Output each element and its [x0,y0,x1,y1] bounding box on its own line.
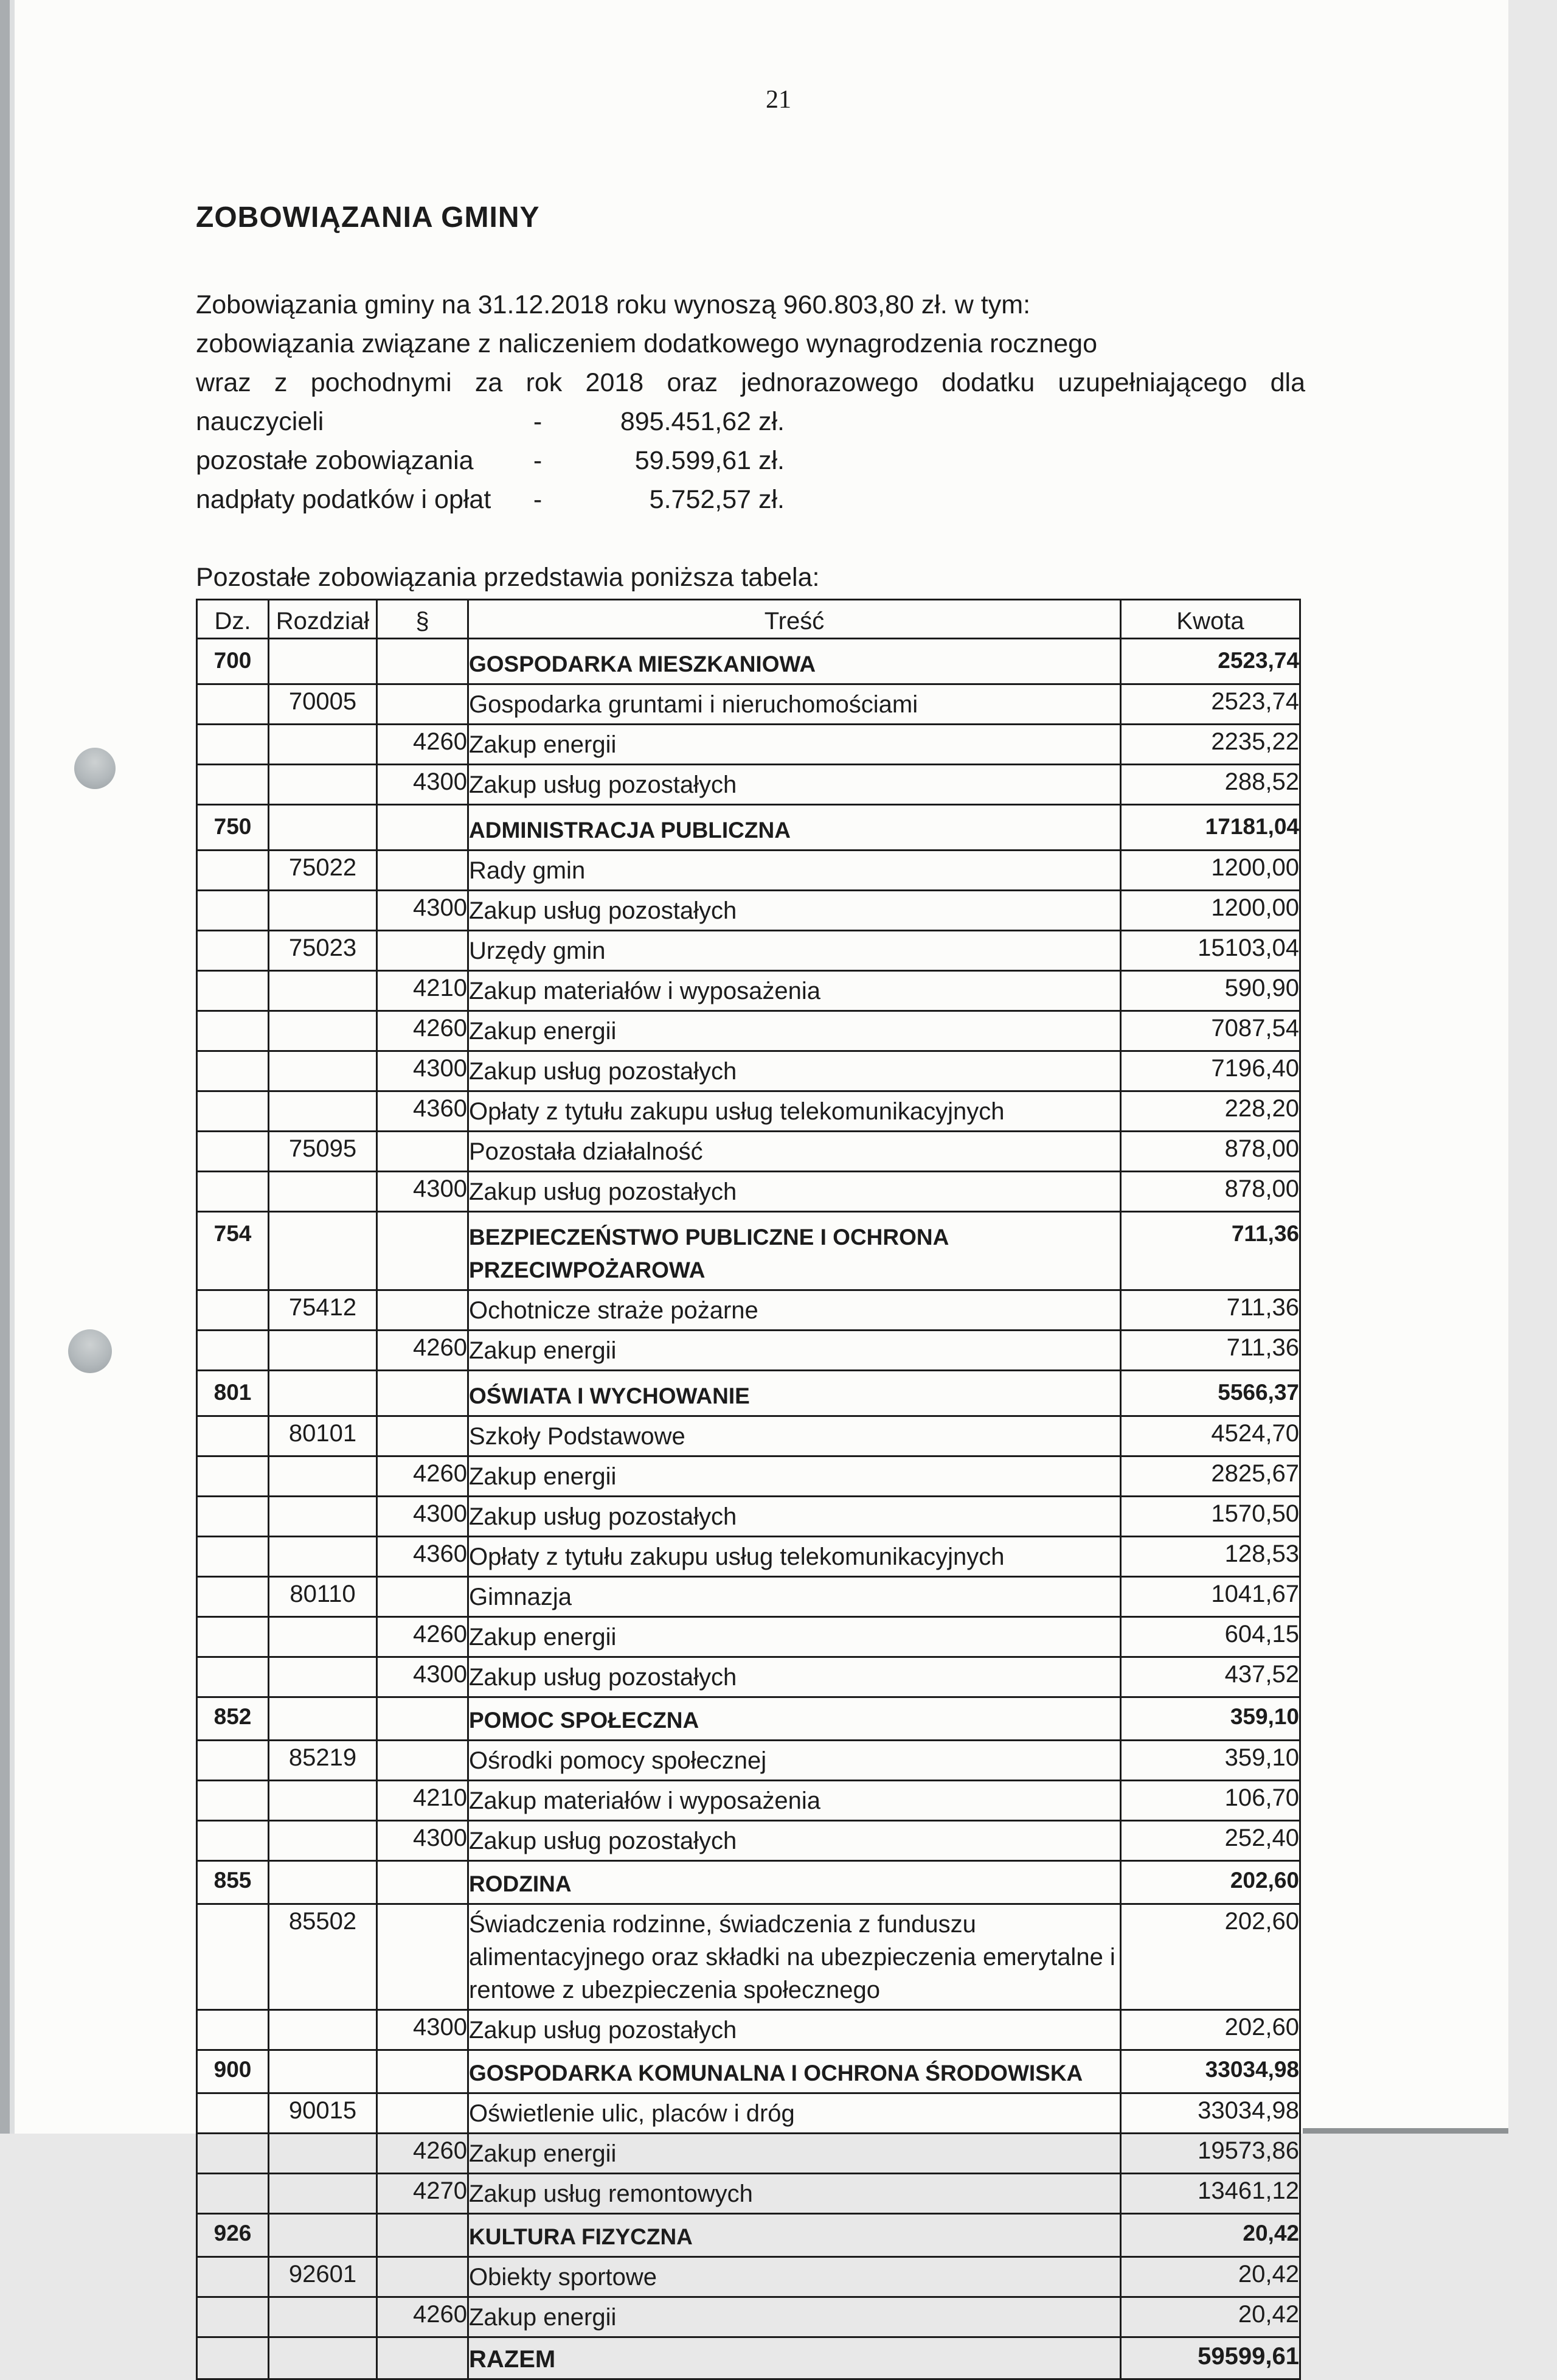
column-header-kwota: Kwota [1121,600,1300,639]
liability-item-label: nadpłaty podatków i opłat [196,485,491,514]
cell-kwota: 359,10 [1121,1697,1300,1741]
cell-dz [197,765,269,805]
cell-par: 4300 [377,1172,468,1212]
cell-kwota: 604,15 [1121,1617,1300,1657]
table-row [197,1290,1300,1331]
cell-kwota: 202,60 [1121,1904,1300,2010]
cell-tresc: BEZPIECZEŃSTWO PUBLICZNE I OCHRONA PRZECIWPOŻAROWA [468,1212,1121,1290]
cell-dz: 801 [197,1371,269,1416]
cell-kwota: 878,00 [1121,1172,1300,1212]
cell-kwota: 1041,67 [1121,1577,1300,1617]
cell-tresc: Zakup energii [468,725,1121,765]
table-row [197,1172,1300,1212]
cell-par: 4260 [377,2134,468,2174]
table-caption: Pozostałe zobowiązania przedstawia poniższa tabela: [196,563,820,592]
table-row [197,1904,1300,2010]
column-header-dz: Dz. [197,600,269,639]
document-title: ZOBOWIĄZANIA GMINY [196,201,540,234]
cell-kwota: 1200,00 [1121,851,1300,891]
cell-rozdzial: 92601 [269,2257,377,2297]
cell-rozdzial [269,1091,377,1132]
cell-tresc: Zakup energii [468,1456,1121,1497]
cell-rozdzial [269,1537,377,1577]
cell-kwota: 711,36 [1121,1331,1300,1371]
table-row [197,2257,1300,2297]
cell-par [377,1861,468,1904]
cell-par [377,931,468,971]
cell-rozdzial [269,2337,377,2379]
cell-tresc: Rady gmin [468,851,1121,891]
cell-rozdzial [269,1331,377,1371]
cell-par [377,639,468,684]
table-row [197,891,1300,931]
cell-rozdzial [269,891,377,931]
cell-dz [197,1132,269,1172]
table-header-row [197,600,1300,639]
cell-dz [197,891,269,931]
cell-rozdzial [269,725,377,765]
cell-par: 4300 [377,2010,468,2050]
cell-rozdzial: 75095 [269,1132,377,1172]
cell-dz: 700 [197,639,269,684]
cell-par [377,2214,468,2257]
table-body [197,639,1300,2379]
cell-par: 4300 [377,765,468,805]
cell-rozdzial: 75022 [269,851,377,891]
table-row [197,2134,1300,2174]
table-row [197,1781,1300,1821]
cell-par: 4260 [377,1011,468,1051]
cell-tresc: Zakup usług pozostałych [468,1172,1121,1212]
cell-dz: 852 [197,1697,269,1741]
cell-kwota: 5566,37 [1121,1371,1300,1416]
cell-dz [197,2297,269,2337]
cell-rozdzial [269,1861,377,1904]
cell-rozdzial: 90015 [269,2093,377,2134]
cell-dz [197,1011,269,1051]
cell-dz [197,1781,269,1821]
cell-kwota: 288,52 [1121,765,1300,805]
cell-kwota: 252,40 [1121,1821,1300,1861]
cell-rozdzial [269,1011,377,1051]
cell-dz [197,1416,269,1456]
cell-par: 4260 [377,1456,468,1497]
cell-tresc: Zakup usług pozostałych [468,1821,1121,1861]
cell-kwota: 4524,70 [1121,1416,1300,1456]
cell-par [377,805,468,851]
cell-kwota: 7196,40 [1121,1051,1300,1091]
liability-item-other [196,441,1305,480]
liability-item-amount: 895.451,62 zł. [620,407,785,436]
cell-dz [197,2337,269,2379]
cell-tresc: KULTURA FIZYCZNA [468,2214,1121,2257]
cell-dz [197,2010,269,2050]
table-row [197,1456,1300,1497]
table-section-row [197,639,1300,684]
liability-item-teachers [196,402,1305,441]
cell-dz [197,2093,269,2134]
cell-dz [197,1456,269,1497]
dash-separator: - [533,407,543,436]
cell-tresc: Zakup energii [468,1331,1121,1371]
cell-tresc: Zakup energii [468,1617,1121,1657]
table-row [197,1011,1300,1051]
cell-rozdzial [269,805,377,851]
cell-kwota: 2825,67 [1121,1456,1300,1497]
cell-tresc: Ochotnicze straże pożarne [468,1290,1121,1331]
cell-dz [197,1051,269,1091]
cell-par [377,1577,468,1617]
cell-dz [197,1904,269,2010]
cell-rozdzial [269,639,377,684]
cell-par: 4270 [377,2174,468,2214]
cell-rozdzial [269,1821,377,1861]
table-row [197,765,1300,805]
cell-tresc: Zakup usług remontowych [468,2174,1121,2214]
punch-hole-artifact [74,748,116,789]
cell-tresc: Zakup usług pozostałych [468,2010,1121,2050]
cell-tresc: Gospodarka gruntami i nieruchomościami [468,684,1121,725]
cell-par [377,2050,468,2093]
cell-kwota: 437,52 [1121,1657,1300,1697]
column-header-rozdzial: Rozdział [269,600,377,639]
table-row [197,2093,1300,2134]
cell-rozdzial [269,1172,377,1212]
cell-tresc: Zakup usług pozostałych [468,891,1121,931]
cell-rozdzial [269,1697,377,1741]
cell-dz [197,1172,269,1212]
cell-par: 4300 [377,891,468,931]
cell-kwota: 2523,74 [1121,684,1300,725]
table-row [197,1741,1300,1781]
cell-tresc: Zakup usług pozostałych [468,1497,1121,1537]
table-section-row [197,1697,1300,1741]
cell-tresc: Zakup energii [468,2297,1121,2337]
liabilities-table [196,599,1301,2380]
cell-dz [197,1577,269,1617]
table-row [197,1657,1300,1697]
table-row [197,1497,1300,1537]
cell-kwota: 7087,54 [1121,1011,1300,1051]
table-row [197,851,1300,891]
cell-tresc: Pozostała działalność [468,1132,1121,1172]
cell-kwota: 59599,61 [1121,2337,1300,2379]
cell-kwota: 228,20 [1121,1091,1300,1132]
table-row [197,684,1300,725]
cell-par [377,1416,468,1456]
cell-rozdzial [269,1497,377,1537]
cell-kwota: 2235,22 [1121,725,1300,765]
table-row [197,1537,1300,1577]
cell-par [377,1371,468,1416]
cell-tresc: Opłaty z tytułu zakupu usług telekomunikacyjnych [468,1537,1121,1577]
liability-item-overpayments [196,480,1305,519]
cell-par: 4210 [377,1781,468,1821]
cell-dz [197,684,269,725]
cell-rozdzial [269,2214,377,2257]
cell-rozdzial: 85502 [269,1904,377,2010]
table-row [197,1091,1300,1132]
cell-par: 4260 [377,725,468,765]
cell-dz [197,1537,269,1577]
cell-dz [197,931,269,971]
cell-rozdzial: 75023 [269,931,377,971]
scan-edge-strip-soft [10,0,15,2134]
table-row [197,1416,1300,1456]
table-row [197,2174,1300,2214]
table-row [197,971,1300,1011]
cell-kwota: 711,36 [1121,1290,1300,1331]
cell-kwota: 878,00 [1121,1132,1300,1172]
cell-tresc: Zakup usług pozostałych [468,765,1121,805]
cell-par [377,1212,468,1290]
cell-par [377,1741,468,1781]
cell-rozdzial [269,1051,377,1091]
cell-dz: 754 [197,1212,269,1290]
cell-kwota: 1200,00 [1121,891,1300,931]
cell-dz [197,971,269,1011]
cell-tresc: Zakup materiałów i wyposażenia [468,971,1121,1011]
document-content [196,201,1305,2380]
cell-par [377,1290,468,1331]
intro-line-1: Zobowiązania gminy na 31.12.2018 roku wynoszą 960.803,80 zł. w tym: [196,290,1031,319]
table-total-row [197,2337,1300,2379]
table-section-row [197,1212,1300,1290]
cell-rozdzial [269,1657,377,1697]
cell-rozdzial: 80101 [269,1416,377,1456]
cell-par: 4260 [377,2297,468,2337]
punch-hole-artifact [68,1329,112,1373]
cell-dz [197,2174,269,2214]
cell-kwota: 13461,12 [1121,2174,1300,2214]
table-section-row [197,1861,1300,1904]
table-section-row [197,2214,1300,2257]
cell-kwota: 2523,74 [1121,639,1300,684]
table-row [197,725,1300,765]
cell-tresc: Gimnazja [468,1577,1121,1617]
cell-tresc: Zakup usług pozostałych [468,1051,1121,1091]
cell-par: 4300 [377,1657,468,1697]
table-row [197,1821,1300,1861]
cell-dz [197,1497,269,1537]
cell-tresc: ADMINISTRACJA PUBLICZNA [468,805,1121,851]
table-row [197,1051,1300,1091]
liability-item-label: pozostałe zobowiązania [196,446,474,475]
cell-par [377,2257,468,2297]
cell-rozdzial [269,765,377,805]
cell-dz [197,1741,269,1781]
table-row [197,2297,1300,2337]
cell-tresc: Szkoły Podstawowe [468,1416,1121,1456]
cell-dz [197,2257,269,2297]
table-row [197,1617,1300,1657]
cell-dz [197,2134,269,2174]
cell-dz [197,1657,269,1697]
cell-kwota: 106,70 [1121,1781,1300,1821]
table-row [197,931,1300,971]
liability-item-amount: 59.599,61 zł. [634,446,785,475]
cell-par: 4300 [377,1051,468,1091]
cell-kwota: 1570,50 [1121,1497,1300,1537]
cell-par [377,684,468,725]
cell-par [377,1132,468,1172]
table-row [197,2010,1300,2050]
cell-tresc: GOSPODARKA KOMUNALNA I OCHRONA ŚRODOWISKA [468,2050,1121,2093]
table-section-row [197,805,1300,851]
cell-kwota: 128,53 [1121,1537,1300,1577]
cell-rozdzial: 80110 [269,1577,377,1617]
cell-tresc: Obiekty sportowe [468,2257,1121,2297]
scan-bottom-edge [1303,2128,1508,2134]
cell-par [377,2337,468,2379]
cell-tresc: Zakup usług pozostałych [468,1657,1121,1697]
cell-dz: 926 [197,2214,269,2257]
table-row [197,1132,1300,1172]
cell-par: 4260 [377,1617,468,1657]
cell-rozdzial [269,2050,377,2093]
cell-par [377,1904,468,2010]
cell-kwota: 590,90 [1121,971,1300,1011]
cell-par [377,851,468,891]
cell-kwota: 20,42 [1121,2297,1300,2337]
cell-rozdzial: 85219 [269,1741,377,1781]
liability-item-amount: 5.752,57 zł. [649,485,785,514]
cell-par: 4210 [377,971,468,1011]
intro-line-2: zobowiązania związane z naliczeniem dodatkowego wynagrodzenia rocznego [196,329,1098,358]
cell-dz [197,1821,269,1861]
cell-kwota: 33034,98 [1121,2050,1300,2093]
cell-rozdzial [269,1617,377,1657]
cell-kwota: 202,60 [1121,1861,1300,1904]
column-header-tresc: Treść [468,600,1121,639]
cell-par: 4360 [377,1091,468,1132]
cell-tresc: Świadczenia rodzinne, świadczenia z funduszu alimentacyjnego oraz składki na ubezpieczenia emerytalne i rentowe z ubezpieczenia społecznego [468,1904,1121,2010]
cell-par [377,2093,468,2134]
table-row [197,1577,1300,1617]
cell-dz [197,1091,269,1132]
cell-tresc: Zakup energii [468,2134,1121,2174]
table-section-row [197,1371,1300,1416]
cell-rozdzial: 75412 [269,1290,377,1331]
table-section-row [197,2050,1300,2093]
column-header-paragraf: § [377,600,468,639]
cell-dz [197,1290,269,1331]
cell-par: 4300 [377,1821,468,1861]
cell-dz [197,725,269,765]
cell-par [377,1697,468,1741]
cell-rozdzial [269,2010,377,2050]
cell-kwota: 17181,04 [1121,805,1300,851]
cell-rozdzial [269,1781,377,1821]
cell-tresc: Opłaty z tytułu zakupu usług telekomunikacyjnych [468,1091,1121,1132]
cell-tresc: RAZEM [468,2337,1121,2379]
cell-rozdzial [269,1456,377,1497]
cell-tresc: GOSPODARKA MIESZKANIOWA [468,639,1121,684]
cell-rozdzial [269,2174,377,2214]
cell-tresc: Urzędy gmin [468,931,1121,971]
cell-dz: 855 [197,1861,269,1904]
cell-rozdzial: 70005 [269,684,377,725]
cell-dz [197,851,269,891]
cell-par: 4360 [377,1537,468,1577]
cell-kwota: 19573,86 [1121,2134,1300,2174]
dash-separator: - [533,485,543,514]
cell-kwota: 15103,04 [1121,931,1300,971]
cell-rozdzial [269,2297,377,2337]
cell-kwota: 33034,98 [1121,2093,1300,2134]
cell-tresc: OŚWIATA I WYCHOWANIE [468,1371,1121,1416]
cell-rozdzial [269,971,377,1011]
cell-dz: 900 [197,2050,269,2093]
cell-rozdzial [269,1371,377,1416]
cell-rozdzial [269,2134,377,2174]
cell-par: 4300 [377,1497,468,1537]
cell-tresc: Zakup materiałów i wyposażenia [468,1781,1121,1821]
intro-paragraph [196,285,1305,519]
cell-dz: 750 [197,805,269,851]
cell-tresc: RODZINA [468,1861,1121,1904]
cell-tresc: POMOC SPOŁECZNA [468,1697,1121,1741]
cell-dz [197,1331,269,1371]
intro-line-3: wraz z pochodnymi za rok 2018 oraz jednorazowego dodatku uzupełniającego dla [196,368,1305,397]
cell-kwota: 711,36 [1121,1212,1300,1290]
cell-kwota: 359,10 [1121,1741,1300,1781]
cell-kwota: 20,42 [1121,2214,1300,2257]
table-row [197,1331,1300,1371]
cell-tresc: Zakup energii [468,1011,1121,1051]
cell-kwota: 202,60 [1121,2010,1300,2050]
cell-kwota: 20,42 [1121,2257,1300,2297]
cell-rozdzial [269,1212,377,1290]
scan-edge-strip [0,0,10,2134]
cell-par: 4260 [377,1331,468,1371]
cell-dz [197,1617,269,1657]
dash-separator: - [533,446,543,475]
cell-tresc: Ośrodki pomocy społecznej [468,1741,1121,1781]
cell-tresc: Oświetlenie ulic, placów i dróg [468,2093,1121,2134]
page-number: 21 [766,86,791,114]
liability-item-label: nauczycieli [196,407,324,436]
